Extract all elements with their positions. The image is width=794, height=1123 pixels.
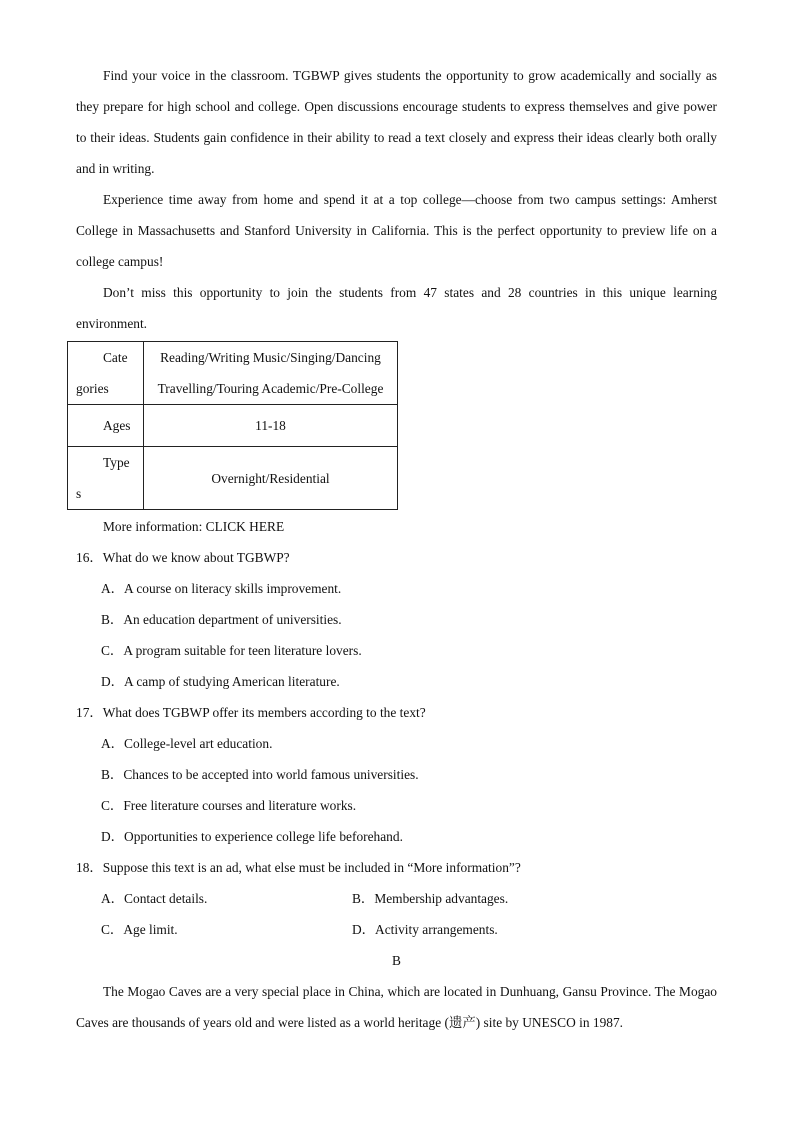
option-c: C．Age limit.: [101, 922, 178, 937]
ages-value: 11-18: [144, 405, 398, 447]
table-row-types: [68, 447, 398, 510]
option-d: D．Activity arrangements.: [352, 922, 498, 937]
table-row-categories: [68, 342, 398, 405]
option-c: C．A program suitable for teen literature lovers.: [101, 643, 362, 658]
question-18: [76, 852, 717, 945]
option-d: D．A camp of studying American literature.: [101, 674, 340, 689]
option-c: C．Free literature courses and literature works.: [101, 798, 357, 813]
section-b-paragraph: The Mogao Caves are a very special place in China, which are located in Dunhuang, Gansu Province. The Mogao Caves are thousands of years old and were listed as a world heritage (遗产) site by UNESCO in 1987.: [76, 984, 717, 1030]
ages-label: Ages: [68, 405, 144, 447]
option-b: B．Chances to be accepted into world famous universities.: [101, 767, 419, 782]
option-a: A．College-level art education.: [101, 736, 273, 751]
program-info-table: [67, 341, 398, 510]
option-b: B．An education department of universities.: [101, 612, 342, 627]
question-stem: 17．What does TGBWP offer its members according to the text?: [76, 705, 426, 720]
document-page: [76, 60, 717, 1038]
option-row-ab: [101, 883, 717, 914]
categories-label: Cate gories: [68, 342, 144, 405]
option-d: D．Opportunities to experience college life beforehand.: [101, 829, 403, 844]
question-17: [76, 697, 717, 852]
option-b: B．Membership advantages.: [352, 891, 509, 906]
passage-paragraph-1: Find your voice in the classroom. TGBWP gives students the opportunity to grow academically and socially as they prepare for high school and college. Open discussions encourage students to express themselves and give power to their ideas. Students gain confidence in their ability to read a text closely and express their ideas clearly both orally and in writing.: [76, 68, 717, 176]
more-information-link[interactable]: More information: CLICK HERE: [103, 519, 285, 534]
question-stem: 16．What do we know about TGBWP?: [76, 550, 290, 565]
passage-paragraph-2: Experience time away from home and spend it at a top college—choose from two campus settings: Amherst College in Massachusetts and Stanford University in California. This is the perfect opportunity to preview life on a college campus!: [76, 192, 717, 269]
types-label: Type s: [68, 447, 144, 510]
option-row-cd: [101, 914, 717, 945]
categories-value: Reading/Writing Music/Singing/Dancing Travelling/Touring Academic/Pre-College: [144, 342, 398, 405]
table-row-ages: [68, 405, 398, 447]
section-b-heading: B: [392, 953, 401, 968]
passage-paragraph-3: Don’t miss this opportunity to join the students from 47 states and 28 countries in this unique learning environment.: [76, 285, 717, 331]
option-a: A．Contact details.: [101, 891, 208, 906]
types-value: Overnight/Residential: [144, 447, 398, 510]
option-a: A．A course on literacy skills improvement.: [101, 581, 342, 596]
question-16: [76, 542, 717, 697]
question-stem: 18．Suppose this text is an ad, what else must be included in “More information”?: [76, 860, 521, 875]
